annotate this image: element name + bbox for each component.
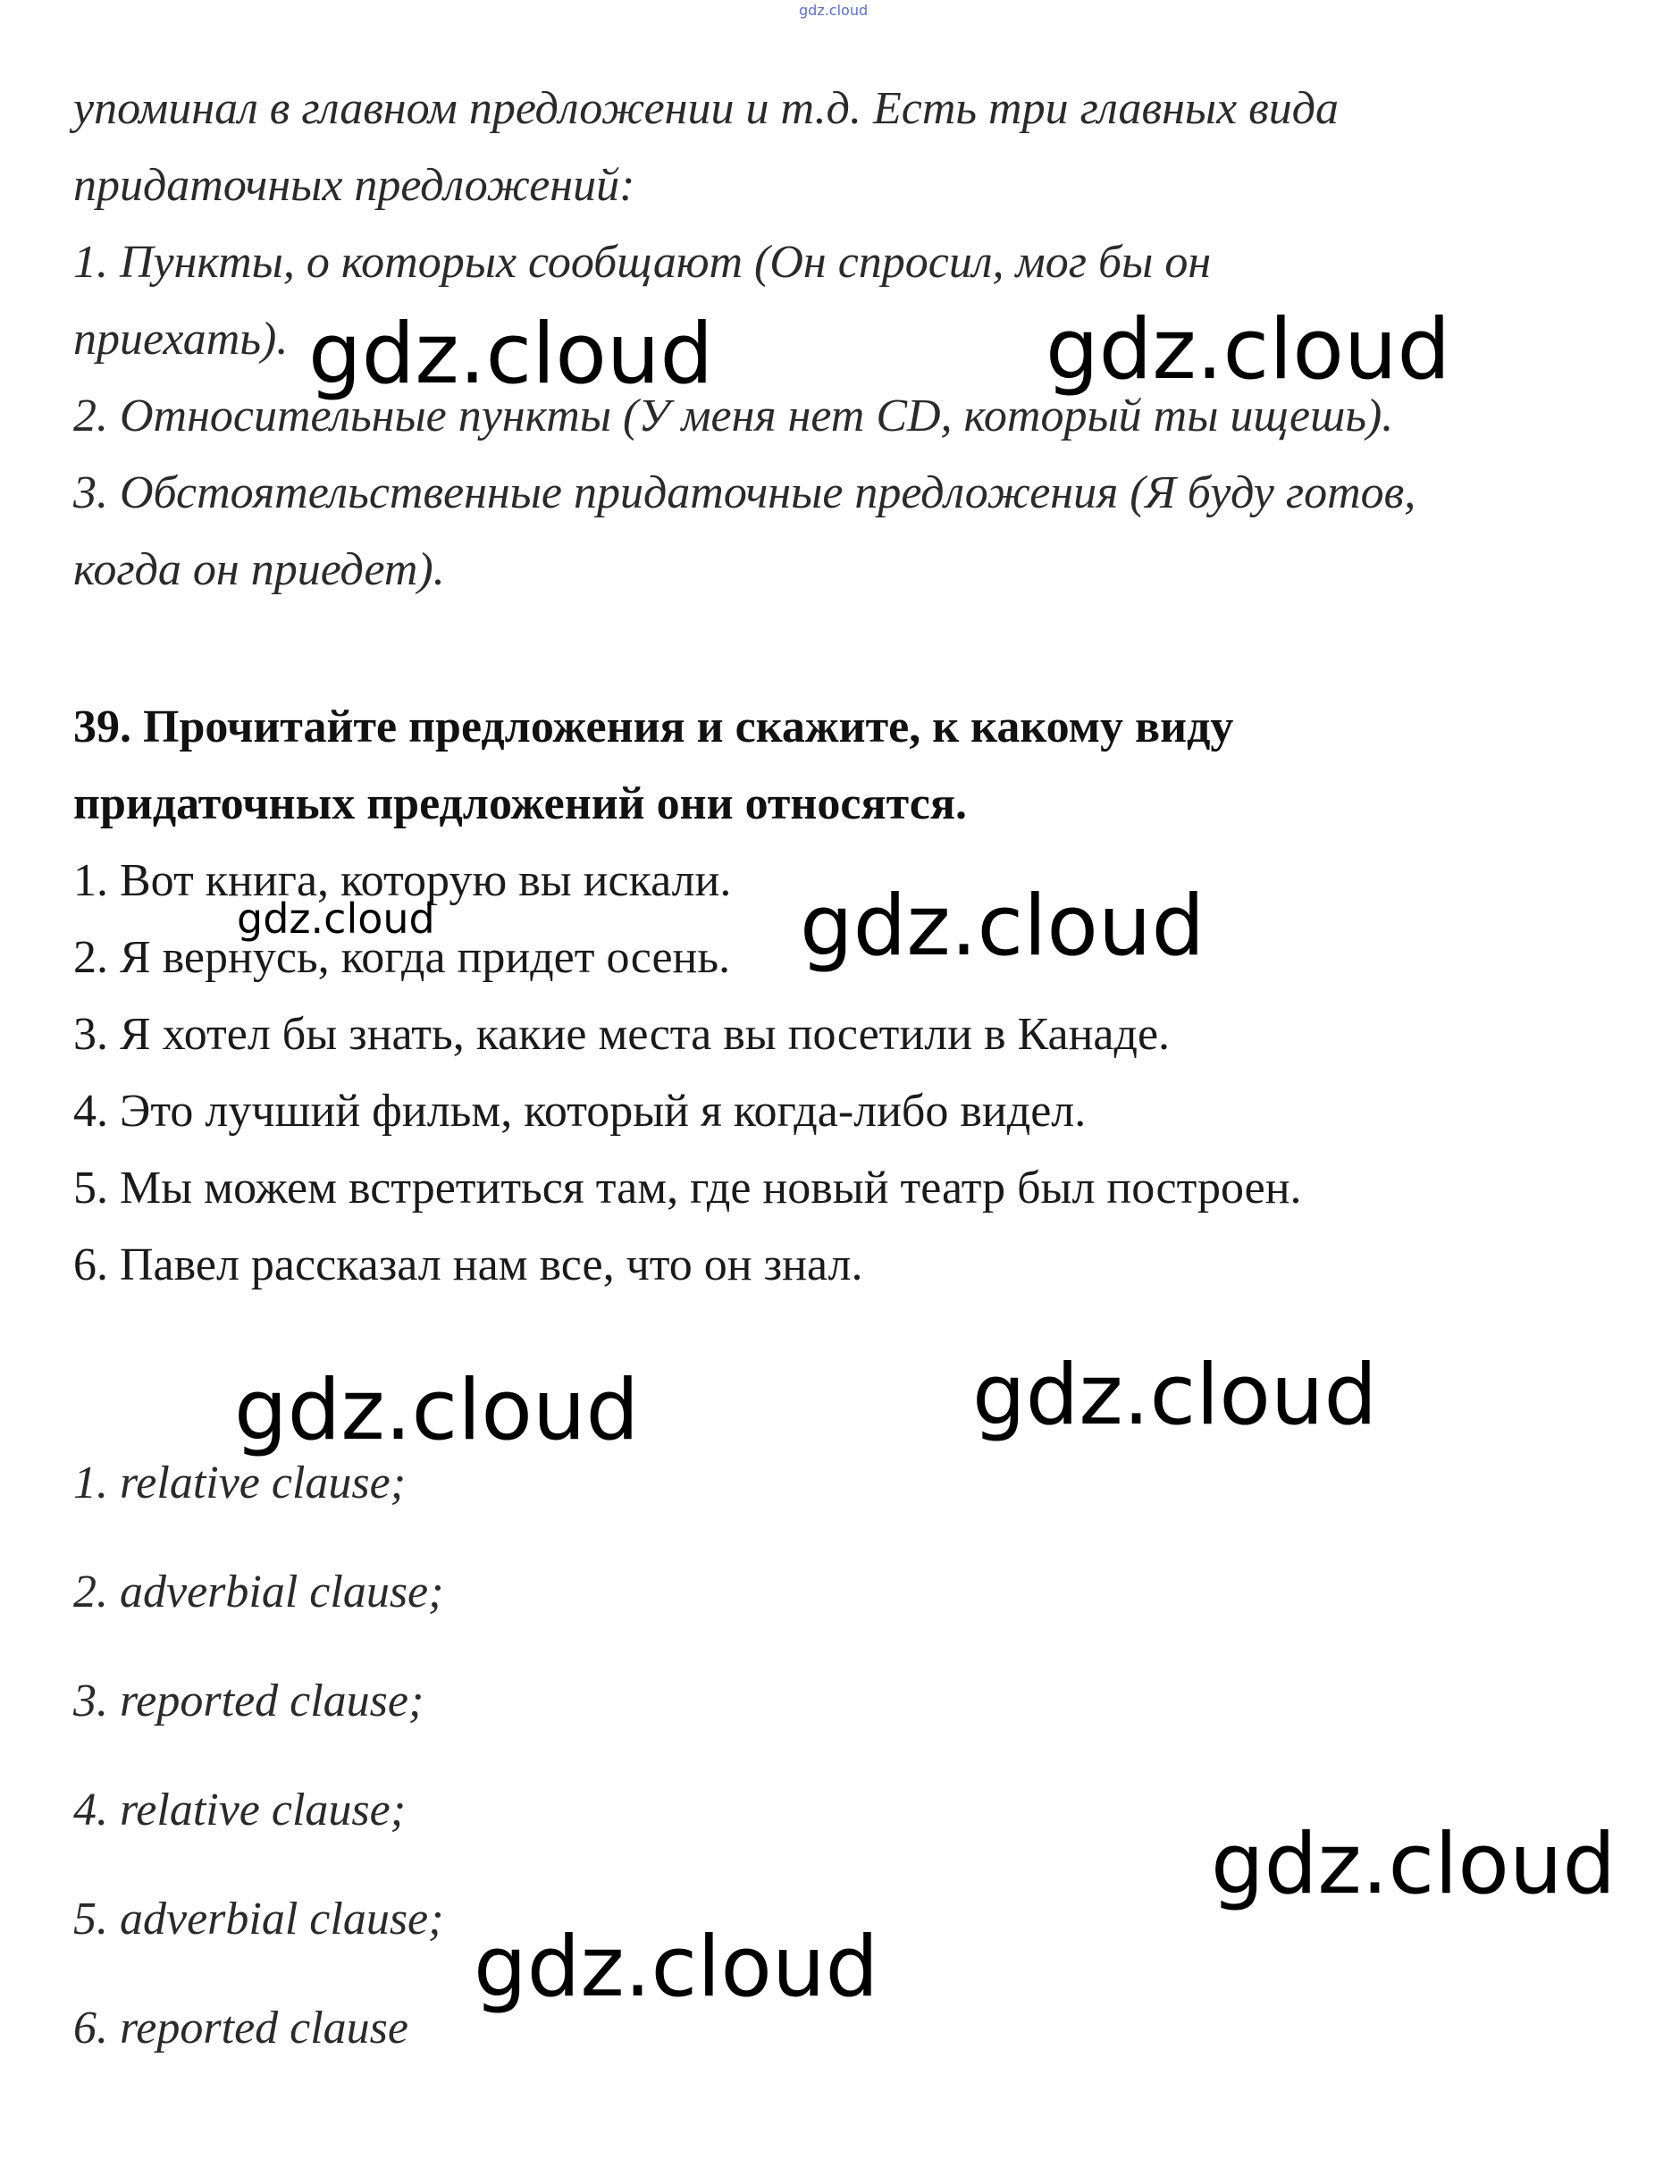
intro-line: придаточных предложений:: [73, 160, 635, 211]
task-sentence: 6. Павел рассказал нам все, что он знал.: [73, 1239, 863, 1290]
task-heading: придаточных предложений они относятся.: [73, 778, 967, 829]
intro-line: 2. Относительные пункты (У меня нет CD, который ты ищешь).: [73, 391, 1394, 441]
answer-line: 1. relative clause;: [73, 1457, 407, 1508]
intro-line: когда он приедет).: [73, 544, 445, 595]
task-sentence: 4. Это лучший фильм, который я когда-либо видел.: [73, 1086, 1087, 1137]
task-sentence: 1. Вот книга, которую вы искали.: [73, 855, 732, 906]
watermark: gdz.cloud: [237, 895, 435, 943]
watermark: gdz.cloud: [234, 1362, 640, 1459]
watermark: gdz.cloud: [1211, 1816, 1617, 1913]
watermark: gdz.cloud: [972, 1347, 1378, 1444]
answer-line: 6. reported clause: [73, 2003, 408, 2054]
watermark-top: gdz.cloud: [799, 2, 869, 19]
intro-line: приехать).: [73, 314, 289, 365]
answer-line: 4. relative clause;: [73, 1785, 407, 1835]
watermark: gdz.cloud: [800, 878, 1205, 975]
answer-line: 5. adverbial clause;: [73, 1894, 444, 1945]
intro-line: 1. Пункты, о которых сообщают (Он спросил, мог бы он: [73, 237, 1212, 288]
intro-line: 3. Обстоятельственные придаточные предложения (Я буду готов,: [73, 467, 1416, 518]
answer-line: 2. adverbial clause;: [73, 1567, 444, 1617]
watermark: gdz.cloud: [474, 1919, 879, 2016]
task-sentence: 5. Мы можем встретиться там, где новый театр был построен.: [73, 1163, 1302, 1214]
answer-line: 3. reported clause;: [73, 1676, 424, 1726]
watermark: gdz.cloud: [1046, 301, 1451, 399]
task-sentence: 2. Я вернусь, когда придет осень.: [73, 932, 731, 983]
intro-line: упоминал в главном предложении и т.д. Есть три главных вида: [73, 83, 1340, 134]
task-sentence: 3. Я хотел бы знать, какие места вы посетили в Канаде.: [73, 1009, 1171, 1060]
task-heading: 39. Прочитайте предложения и скажите, к какому виду: [73, 701, 1234, 752]
watermark: gdz.cloud: [308, 306, 714, 403]
